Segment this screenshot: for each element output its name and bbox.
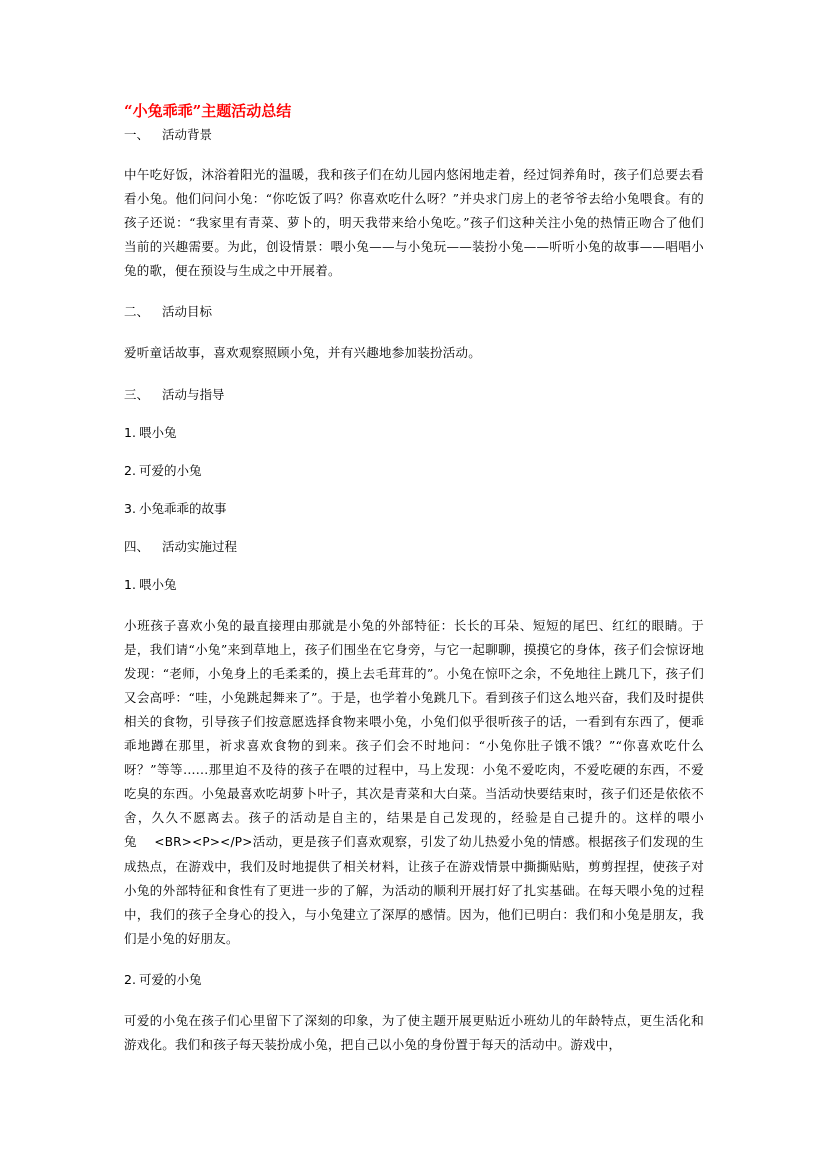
section-number: 四、: [124, 538, 150, 554]
list-item: [124, 424, 704, 442]
paragraph-text: 小班孩子喜欢小兔的最直接理由那就是小兔的外部特征：长长的耳朵、短短的尾巴、红红的眼睛。于是，我们请“小兔”来到草地上，孩子们围坐在它身旁，与它一起聊聊，摸摸它的身体，孩子们会惊讶地发现：“老师，小兔身上的毛柔柔的，摸上去毛茸茸的”。小兔在惊吓之余，不免地往上跳几下，孩子们又会高呼：“哇，小兔跳起舞来了”。于是，也学着小兔跳几下。看到孩子们这么地兴奋，我们及时提供相关的食物，引导孩子们按意愿选择食物来喂小兔，小兔们似乎很听孩子的话，一看到有东西了，便乖乖地蹲在那里，祈求喜欢食物的到来。孩子们会不时地问：“小兔你肚子饿不饿？”“你喜欢吃什么呀？”等等......那里迫不及待的孩子在喂的过程中，马上发现：小兔不爱吃肉，不爱吃硬的东西，不爱吃臭的东西。小兔最喜欢吃胡萝卜叶子，其次是青菜和大白菜。当活动快要结束时，孩子们还是依依不舍，久久不愿离去。孩子的活动是自主的，结果是自己发现的，经验是自己提升的。这样的喂小兔: [124, 617, 704, 850]
section-label: 活动实施过程: [162, 538, 238, 554]
paragraph-feed-rabbit: [124, 614, 704, 951]
list-item: [124, 462, 704, 480]
list-item: [124, 500, 704, 518]
list-item-number: 2.: [124, 462, 136, 478]
html-tag-text: <BR><P></P>: [154, 835, 253, 850]
paragraph-goals: 爱听童话故事，喜欢观察照顾小兔，并有兴趣地参加装扮活动。: [124, 345, 482, 361]
section-label: 活动目标: [162, 304, 213, 320]
document-page: [124, 100, 704, 1057]
list-item-label: 喂小兔: [138, 424, 177, 440]
subsection-number: 1.: [124, 576, 136, 592]
section-heading-process: [124, 538, 704, 556]
section-heading-activities: [124, 386, 704, 404]
subsection-heading-lovely-rabbit: [124, 971, 704, 989]
subsection-heading-feed-rabbit: [124, 576, 704, 594]
section-heading-goals: [124, 303, 704, 321]
subsection-label: 可爱的小兔: [138, 971, 202, 987]
section-number: 三、: [124, 386, 150, 402]
subsection-number: 2.: [124, 971, 136, 987]
section-label: 活动背景: [162, 127, 213, 142]
list-item-label: 小兔乖乖的故事: [138, 500, 227, 516]
section-label: 活动与指导: [162, 386, 225, 402]
list-item-number: 3.: [124, 500, 136, 516]
paragraph-background: 中午吃好饭，沐浴着阳光的温暖，我和孩子们在幼儿园内悠闲地走着，经过饲养角时，孩子们总要去看看小兔。他们问问小兔：“你吃饭了吗？你喜欢吃什么呀？”并央求门房上的老爷爷去给小兔喂食。有的孩子还说：“我家里有青菜、萝卜的，明天我带来给小兔吃。”孩子们这种关注小兔的热情正吻合了他们当前的兴趣需要。为此，创设情景：喂小兔——与小兔玩——装扮小兔——听听小兔的故事——唱唱小兔的歌，便在预设与生成之中开展着。: [124, 167, 704, 279]
document-title: “小兔乖乖”主题活动总结: [124, 102, 292, 120]
section-heading-background: [124, 126, 704, 144]
paragraph-text-continued: 活动，更是孩子们喜欢观察，引发了幼儿热爱小兔的情感。根据孩子们发现的生成热点，在游戏中，我们及时地提供了相关材料，让孩子在游戏情景中撕撕贴贴，剪剪捏捏，使孩子对小兔的外部特征和食性有了更进一步的了解，为活动的顺利开展打好了扎实基础。在每天喂小兔的过程中，我们的孩子全身心的投入，与小兔建立了深厚的感情。因为，他们已明白：我们和小兔是朋友，我们是小兔的好朋友。: [124, 834, 704, 946]
subsection-label: 喂小兔: [138, 576, 177, 592]
list-item-number: 1.: [124, 424, 136, 440]
list-item-label: 可爱的小兔: [138, 462, 202, 478]
section-number: 一、: [124, 127, 150, 142]
section-number: 二、: [124, 304, 150, 320]
paragraph-lovely-rabbit: 可爱的小兔在孩子们心里留下了深刻的印象，为了使主题开展更贴近小班幼儿的年龄特点，更生活化和游戏化。我们和孩子每天装扮成小兔，把自己以小兔的身份置于每天的活动中。游戏中，: [124, 1012, 704, 1052]
